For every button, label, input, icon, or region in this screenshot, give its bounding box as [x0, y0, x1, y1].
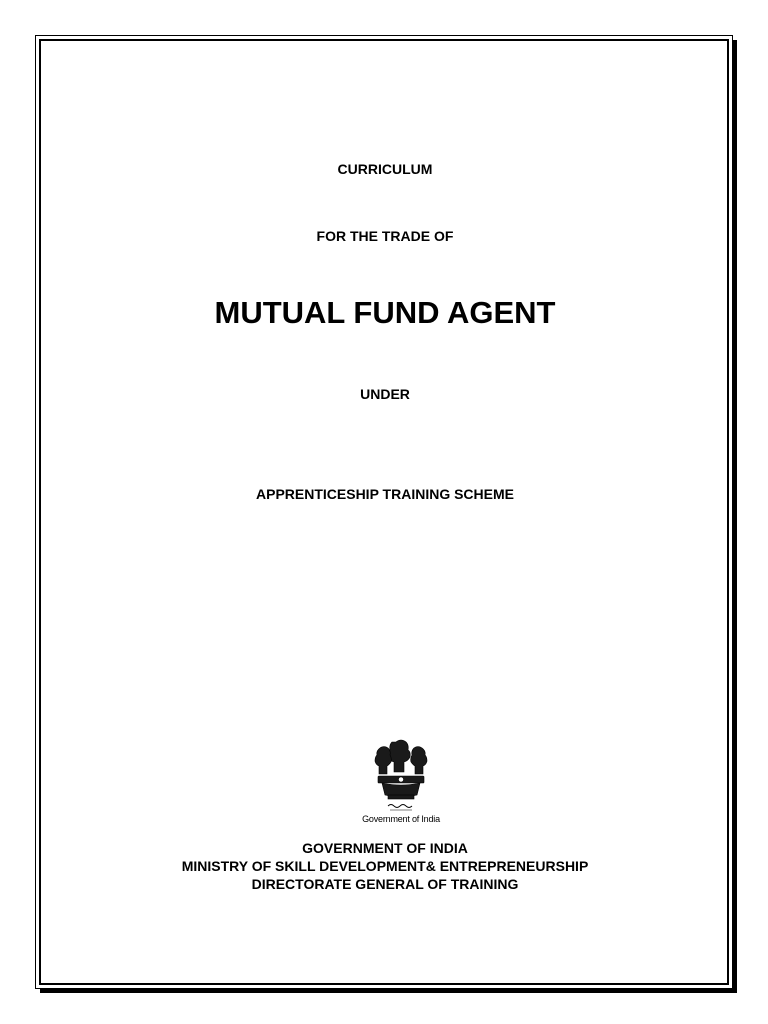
document-title: MUTUAL FUND AGENT	[214, 295, 556, 330]
page-border-shadow-bottom	[40, 989, 737, 993]
scheme-heading: APPRENTICESHIP TRAINING SCHEME	[256, 486, 514, 502]
trade-of-heading: FOR THE TRADE OF	[316, 228, 454, 244]
footer-government: GOVERNMENT OF INDIA	[302, 840, 468, 856]
footer-ministry: MINISTRY OF SKILL DEVELOPMENT& ENTREPRENEURSHIP	[181, 858, 589, 874]
footer-directorate: DIRECTORATE GENERAL OF TRAINING	[251, 876, 519, 892]
page-border-shadow-right	[733, 40, 737, 993]
under-heading: UNDER	[360, 386, 410, 402]
ashoka-emblem-icon	[366, 736, 436, 826]
curriculum-heading: CURRICULUM	[337, 161, 433, 177]
emblem-caption: Government of India	[362, 814, 440, 824]
